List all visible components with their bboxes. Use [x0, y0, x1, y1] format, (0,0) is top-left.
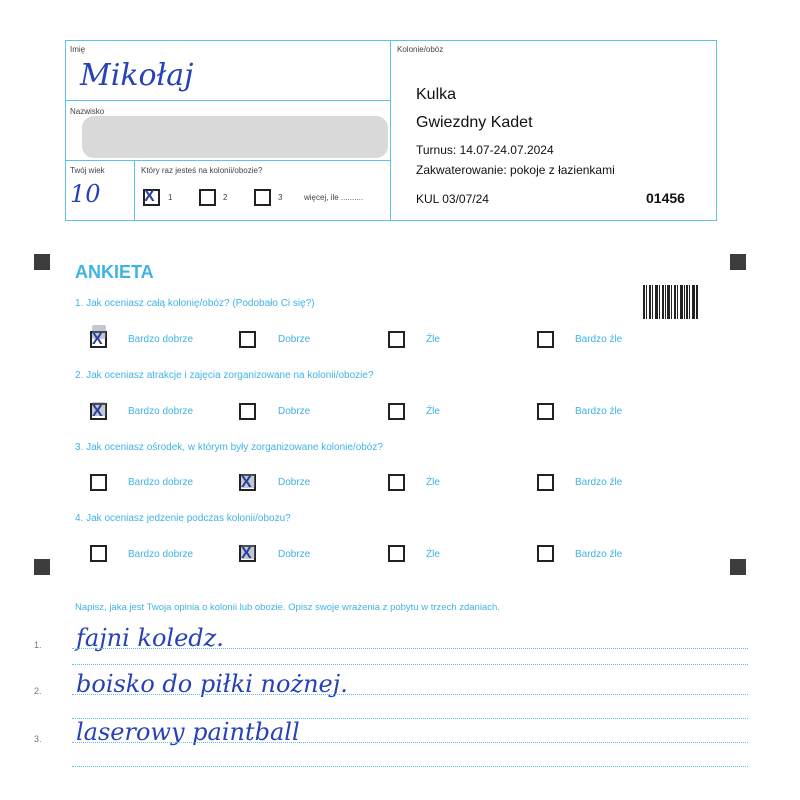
camp-subtitle: Gwiezdny Kadet: [416, 114, 533, 131]
q3-checkbox-bardzo-dobrze[interactable]: [90, 474, 107, 491]
ktory-raz-option-2: 2: [223, 193, 228, 202]
ktory-raz-label: Który raz jesteś na kolonii/obozie?: [141, 166, 263, 175]
barcode: [643, 285, 698, 319]
rule-nazwisko: [65, 160, 391, 161]
imie-label: Imię: [70, 45, 86, 54]
q2-option-zle: Źle: [426, 406, 440, 417]
opinion-line-1-number: 1.: [34, 640, 42, 650]
zakwaterowanie: Zakwaterowanie: pokoje z łazienkami: [416, 163, 615, 177]
survey-title: ANKIETA: [75, 262, 154, 282]
q1-option-bardzo-zle: Bardzo źle: [575, 334, 623, 345]
q1-option-bardzo-dobrze: Bardzo dobrze: [128, 334, 194, 345]
q2-checkbox-dobrze[interactable]: [239, 403, 256, 420]
question-1: 1. Jak oceniasz całą kolonię/obóz? (Podobało Ci się?): [75, 298, 315, 309]
registration-marker-mid-left: [34, 559, 50, 575]
q3-option-zle: Źle: [426, 477, 440, 488]
q1-checkbox-dobrze[interactable]: [239, 331, 256, 348]
q3-mark: X: [241, 474, 252, 491]
kolonie-label: Kolonie/obóz: [397, 45, 444, 54]
ktory-raz-checkbox-3[interactable]: [254, 189, 271, 206]
q4-checkbox-zle[interactable]: [388, 545, 405, 562]
q3-option-dobrze: Dobrze: [278, 477, 311, 488]
q2-mark: X: [92, 403, 103, 420]
registration-marker-top-left: [34, 254, 50, 270]
opinion-line-2-text[interactable]: boisko do piłki nożnej.: [76, 670, 348, 698]
rule-wiek-divider: [134, 160, 135, 220]
opinion-line-2-number: 2.: [34, 686, 42, 696]
opinion-line-2-rule: [72, 694, 748, 695]
q2-option-bardzo-dobrze: Bardzo dobrze: [128, 406, 194, 417]
q4-checkbox-bardzo-dobrze[interactable]: [90, 545, 107, 562]
q2-option-bardzo-zle: Bardzo źle: [575, 406, 623, 417]
ktory-raz-checkbox-2[interactable]: [199, 189, 216, 206]
opinion-line-1-text[interactable]: fajni koledz.: [76, 624, 224, 652]
q1-mark: X: [92, 331, 103, 348]
q3-checkbox-bardzo-zle[interactable]: [537, 474, 554, 491]
q4-option-bardzo-zle: Bardzo źle: [575, 549, 623, 560]
q4-checkbox-bardzo-zle[interactable]: [537, 545, 554, 562]
camp-name: Kulka: [416, 86, 457, 103]
q1-checkbox-zle[interactable]: [388, 331, 405, 348]
ktory-raz-mark-1: X: [144, 188, 155, 205]
q1-option-dobrze: Dobrze: [278, 334, 311, 345]
turnus: Turnus: 14.07-24.07.2024: [416, 143, 554, 157]
opinion-line-3-rule-2: [72, 766, 748, 767]
wiek-value: 10: [70, 180, 101, 208]
q2-checkbox-zle[interactable]: [388, 403, 405, 420]
opinion-line-3-rule: [72, 742, 748, 743]
q4-option-bardzo-dobrze: Bardzo dobrze: [128, 549, 194, 560]
question-2: 2. Jak oceniasz atrakcje i zajęcia zorganizowane na kolonii/obozie?: [75, 370, 374, 381]
opinion-prompt: Napisz, jaka jest Twoja opinia o kolonii lub obozie. Opisz swoje wrażenia z pobytu w trzech zdaniach.: [75, 602, 500, 613]
nazwisko-label: Nazwisko: [70, 107, 105, 116]
q3-option-bardzo-zle: Bardzo źle: [575, 477, 623, 488]
imie-value: Mikołaj: [80, 58, 194, 93]
registration-marker-mid-right: [730, 559, 746, 575]
opinion-line-3-number: 3.: [34, 734, 42, 744]
q4-option-dobrze: Dobrze: [278, 549, 311, 560]
wiek-label: Twój wiek: [70, 166, 105, 175]
q3-option-bardzo-dobrze: Bardzo dobrze: [128, 477, 194, 488]
question-3: 3. Jak oceniasz ośrodek, w którym były zorganizowane kolonie/obóz?: [75, 442, 383, 453]
ktory-raz-option-1: 1: [168, 193, 173, 202]
nazwisko-redaction: [82, 116, 388, 158]
header-divider: [390, 40, 391, 220]
q2-checkbox-bardzo-zle[interactable]: [537, 403, 554, 420]
opinion-line-3-text[interactable]: laserowy paintball: [76, 718, 300, 746]
opinion-line-1-rule: [72, 648, 748, 649]
q4-option-zle: Źle: [426, 549, 440, 560]
q3-checkbox-zle[interactable]: [388, 474, 405, 491]
ktory-raz-option-3: 3: [278, 193, 283, 202]
q1-option-zle: Źle: [426, 334, 440, 345]
q4-mark: X: [241, 545, 252, 562]
q2-option-dobrze: Dobrze: [278, 406, 311, 417]
wiecej-label: więcej, ile ..........: [304, 193, 364, 202]
rule-imie: [65, 100, 391, 101]
code: KUL 03/07/24: [416, 192, 489, 206]
q1-checkbox-bardzo-zle[interactable]: [537, 331, 554, 348]
question-4: 4. Jak oceniasz jedzenie podczas kolonii/obozu?: [75, 513, 291, 524]
opinion-line-1-rule-2: [72, 664, 748, 665]
form-number: 01456: [646, 190, 685, 206]
registration-marker-top-right: [730, 254, 746, 270]
